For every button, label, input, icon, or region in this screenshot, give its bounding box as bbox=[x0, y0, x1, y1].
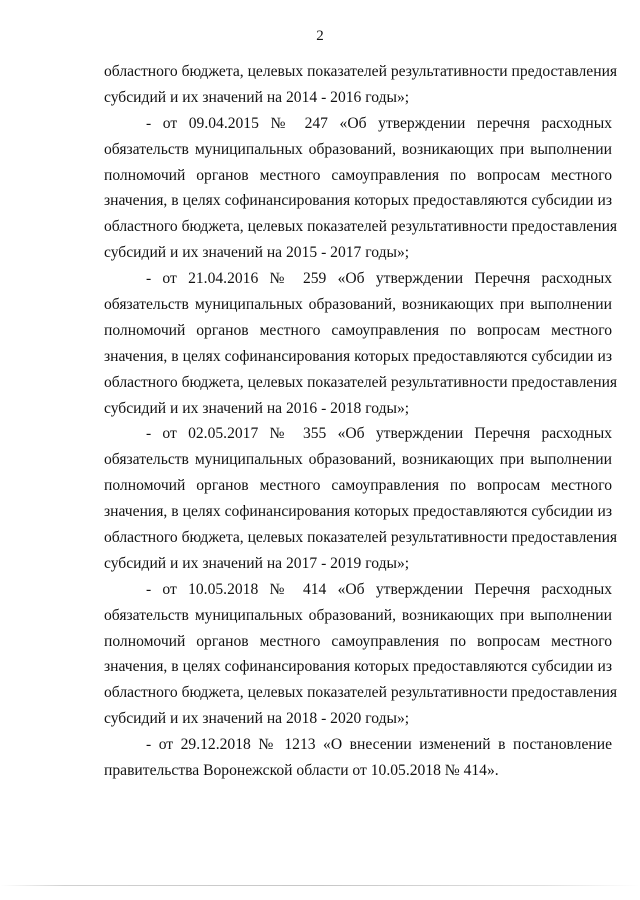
text-line: областного бюджета, целевых показателей результативности предоставления bbox=[104, 684, 618, 702]
text-line: обязательств муниципальных образований, возникающих при выполнении bbox=[104, 140, 612, 158]
list-item-decree-amendment bbox=[104, 732, 612, 784]
text-line: субсидий и их значений на 2017 - 2019 годы»; bbox=[104, 554, 410, 572]
text-line: - от 10.05.2018 № 414 «Об утверждении Перечня расходных bbox=[146, 580, 612, 598]
paragraph-continuation bbox=[104, 59, 618, 111]
text-line: полномочий органов местного самоуправления по вопросам местного bbox=[104, 321, 612, 339]
list-item-decree-2016 bbox=[104, 266, 618, 421]
text-line: правительства Воронежской области от 10.05.2018 № 414». bbox=[104, 762, 499, 780]
text-line: субсидий и их значений на 2014 - 2016 годы»; bbox=[104, 88, 410, 106]
list-item-decree-2017 bbox=[104, 421, 618, 576]
page-number: 2 bbox=[316, 28, 324, 44]
text-line: полномочий органов местного самоуправления по вопросам местного bbox=[104, 477, 612, 495]
document-body bbox=[104, 59, 618, 784]
scan-edge-line bbox=[0, 885, 640, 886]
text-line: областного бюджета, целевых показателей результативности предоставления bbox=[104, 218, 618, 236]
text-line: полномочий органов местного самоуправления по вопросам местного bbox=[104, 166, 612, 184]
text-line: значения, в целях софинансирования которых предоставляются субсидии из bbox=[104, 192, 612, 210]
text-line: - от 29.12.2018 № 1213 «О внесении изменений в постановление bbox=[146, 736, 612, 754]
text-line: субсидий и их значений на 2016 - 2018 годы»; bbox=[104, 399, 410, 417]
text-line: обязательств муниципальных образований, возникающих при выполнении bbox=[104, 451, 612, 469]
text-line: - от 21.04.2016 № 259 «Об утверждении Перечня расходных bbox=[146, 270, 612, 288]
text-line: обязательств муниципальных образований, возникающих при выполнении bbox=[104, 296, 612, 314]
text-line: полномочий органов местного самоуправления по вопросам местного bbox=[104, 632, 612, 650]
text-line: обязательств муниципальных образований, возникающих при выполнении bbox=[104, 606, 612, 624]
list-item-decree-2015 bbox=[104, 111, 618, 266]
text-line: областного бюджета, целевых показателей результативности предоставления bbox=[104, 63, 618, 80]
text-line: областного бюджета, целевых показателей результативности предоставления bbox=[104, 373, 618, 391]
text-line: областного бюджета, целевых показателей результативности предоставления bbox=[104, 529, 618, 547]
text-line: - от 02.05.2017 № 355 «Об утверждении Перечня расходных bbox=[146, 425, 612, 443]
list-item-decree-2018 bbox=[104, 577, 618, 732]
text-line: субсидий и их значений на 2018 - 2020 годы»; bbox=[104, 710, 410, 728]
text-line: субсидий и их значений на 2015 - 2017 годы»; bbox=[104, 244, 410, 262]
text-line: значения, в целях софинансирования которых предоставляются субсидии из bbox=[104, 503, 612, 521]
text-line: значения, в целях софинансирования которых предоставляются субсидии из bbox=[104, 347, 612, 365]
text-line: - от 09.04.2015 № 247 «Об утверждении перечня расходных bbox=[146, 114, 612, 132]
text-line: значения, в целях софинансирования которых предоставляются субсидии из bbox=[104, 658, 612, 676]
